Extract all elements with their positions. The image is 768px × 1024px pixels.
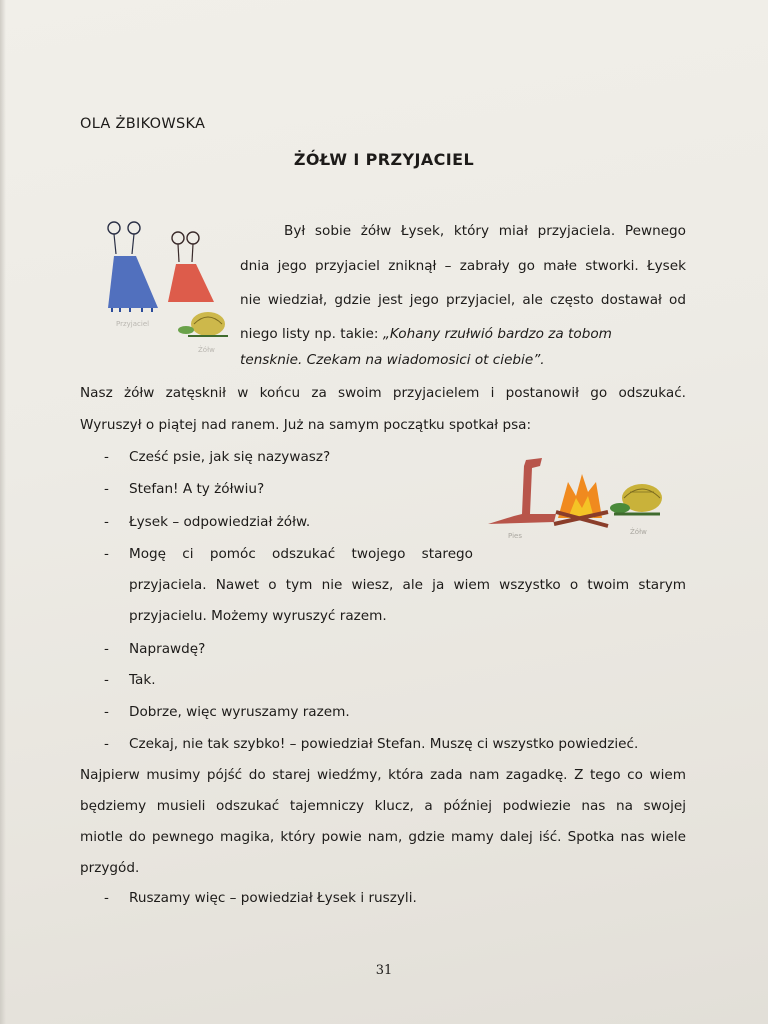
paragraph-3-line-4: przygód. — [80, 860, 140, 876]
dialogue-line-4-cont-1: przyjaciela. Nawet o tym nie wiesz, ale ja wiem wszystko o twoim starym — [129, 577, 686, 593]
dialogue-line-8: Czekaj, nie tak szybko! – powiedział Stefan. Muszę ci wszystko powiedzieć. — [129, 736, 639, 752]
dialogue-line-2: Stefan! A ty żółwiu? — [129, 481, 265, 497]
dialogue-dash: - — [104, 736, 109, 752]
dialogue-line-4: Mogę ci pomóc odszukać twojego starego — [129, 546, 473, 562]
dialogue-dash: - — [104, 514, 109, 530]
dialogue-line-7: Dobrze, więc wyruszamy razem. — [129, 704, 350, 720]
fire-figure — [554, 474, 608, 526]
paragraph-1-line-4 — [240, 325, 612, 343]
author-name: OLA ŻBIKOWSKA — [80, 116, 206, 132]
turtle-caption: Żółw — [198, 346, 215, 354]
paragraph-1-line-3: nie wiedział, gdzie jest jego przyjaciel, ale często dostawał od — [240, 292, 686, 308]
blue-creature — [108, 222, 158, 312]
dialogue-line-1: Cześć psie, jak się nazywasz? — [129, 449, 331, 465]
dialogue-dash: - — [104, 704, 109, 720]
dog-figure — [488, 458, 556, 524]
turtle2-caption: Żółw — [630, 528, 647, 536]
dialogue-dash: - — [104, 890, 109, 906]
paragraph-1-line-4-text: niego listy np. takie: — [240, 326, 383, 342]
letter-quote-start: „Kohany rzułwió bardzo za tobom — [382, 326, 612, 342]
dialogue-line-5: Naprawdę? — [129, 641, 206, 657]
dialogue-line-4-cont-2: przyjacielu. Możemy wyruszyć razem. — [129, 608, 387, 624]
paragraph-1-line-2: dnia jego przyjaciel zniknął – zabrały go małe stworki. Łysek — [240, 258, 686, 274]
paragraph-3-line-3: miotle do pewnego magika, który powie nam, gdzie mamy dalej iść. Spotka nas wiele — [80, 829, 686, 845]
story-title: ŻÓŁW I PRZYJACIEL — [293, 150, 475, 169]
paragraph-1-line-1: Był sobie żółw Łysek, który miał przyjaciela. Pewnego — [284, 223, 686, 239]
friend-caption: Przyjaciel — [116, 320, 150, 328]
red-creature — [168, 232, 214, 302]
creatures-drawing — [100, 212, 235, 362]
turtle-small — [178, 312, 228, 336]
dialogue-dash: - — [104, 449, 109, 465]
paragraph-2-line-1: Nasz żółw zatęsknił w końcu za swoim przyjacielem i postanowił go odszukać. — [80, 385, 686, 401]
dialogue-line-6: Tak. — [129, 672, 156, 688]
letter-quote-end: tensknie. Czekam na wiadomosici ot ciebie”. — [240, 352, 545, 368]
dog-fire-turtle-drawing — [484, 452, 674, 547]
dialogue-line-3: Łysek – odpowiedział żółw. — [129, 514, 311, 530]
turtle-figure — [610, 484, 662, 514]
page-number: 31 — [375, 963, 393, 978]
dog-caption: Pies — [508, 532, 522, 540]
dialogue-dash: - — [104, 546, 109, 562]
dialogue-dash: - — [104, 672, 109, 688]
paragraph-3-line-2: będziemy musieli odszukać tajemniczy klucz, a później podwiezie nas na swojej — [80, 798, 686, 814]
paragraph-2-line-2: Wyruszył o piątej nad ranem. Już na samym początku spotkał psa: — [80, 417, 532, 433]
final-dialogue-line: Ruszamy więc – powiedział Łysek i ruszyli. — [129, 890, 417, 906]
paragraph-3-line-1: Najpierw musimy pójść do starej wiedźmy, która zada nam zagadkę. Z tego co wiem — [80, 767, 686, 783]
dialogue-dash: - — [104, 481, 109, 497]
dialogue-dash: - — [104, 641, 109, 657]
